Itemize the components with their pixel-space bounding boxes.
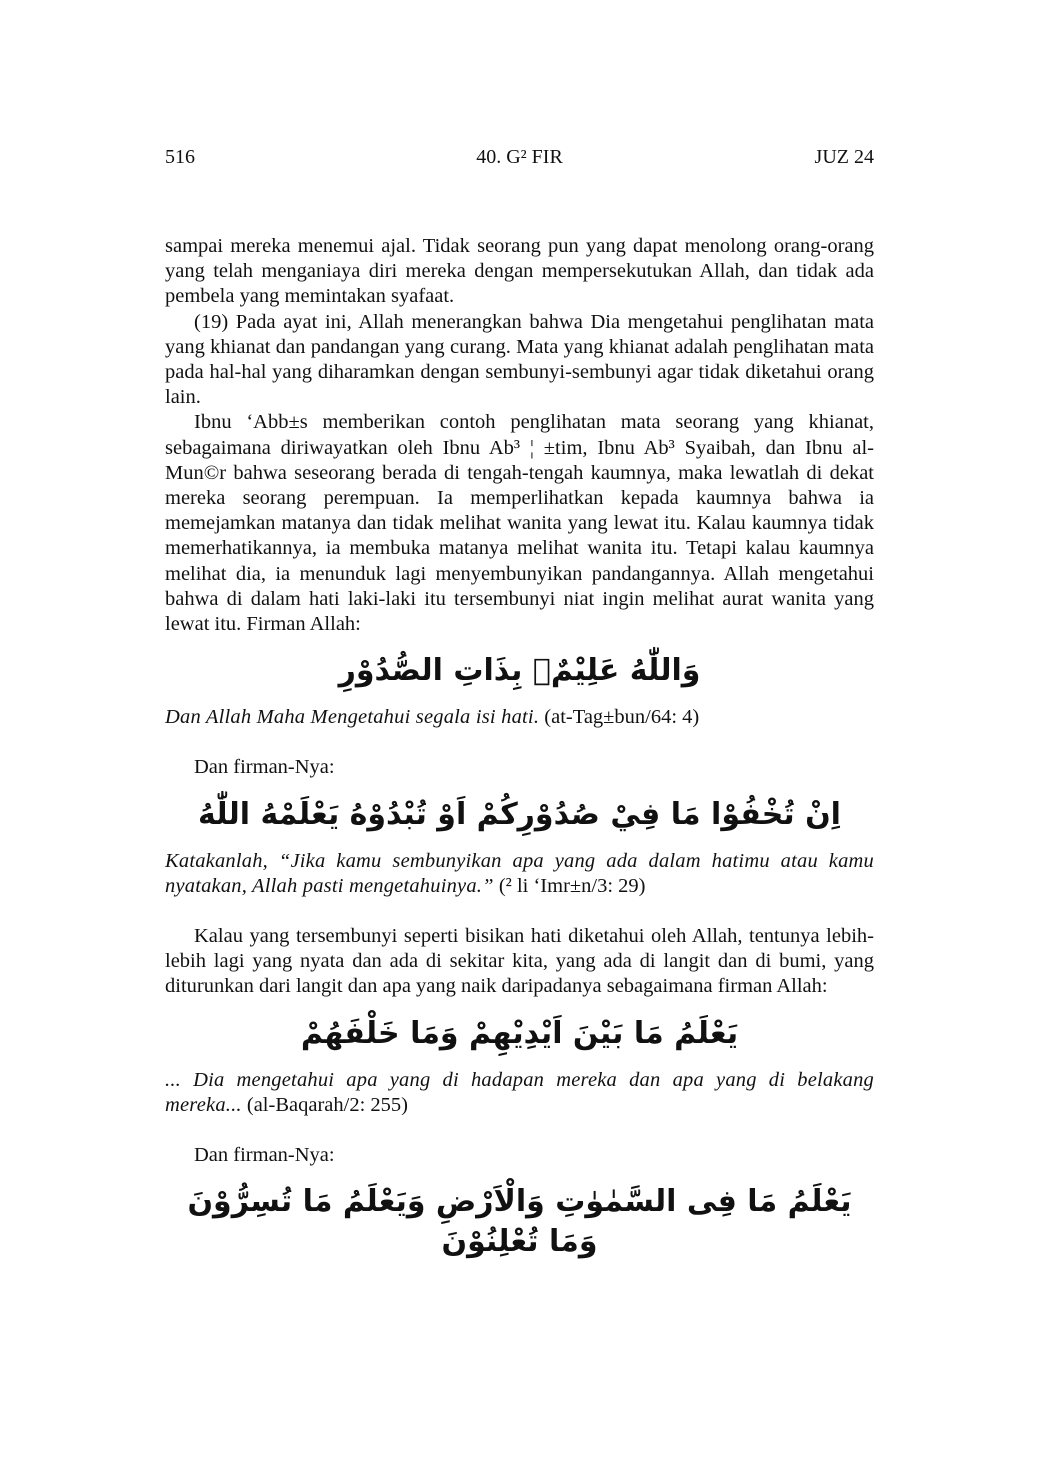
arabic-verse-4: يَعْلَمُ مَا فِى السَّمٰوٰتِ وَالْاَرْضِ وَيَعْلَمُ مَا تُسِرُّوْنَ وَمَا تُعْلِنُوْنَ [187, 1184, 852, 1260]
paragraph-continuation: sampai mereka menemui ajal. Tidak seorang pun yang dapat menolong orang-orang yang telah menganiaya diri mereka dengan mempersekutukan Allah, dan tidak ada pembela yang memintakan syafaat. [165, 235, 874, 308]
paragraph-dan-firman-1: Dan firman-Nya: [194, 756, 335, 779]
page-body [165, 234, 874, 1262]
arabic-verse-1: وَاللّٰهُ عَلِيْمٌۢ بِذَاتِ الصُّدُوْرِ [338, 653, 701, 689]
verse-3-reference: (al-Baqarah/2: 255) [241, 1093, 408, 1116]
paragraph-dan-firman-2: Dan firman-Nya: [194, 1144, 335, 1167]
verse-1-reference: (at-Tag±bun/64: 4) [539, 706, 700, 729]
paragraph-kalau-yang-tersembunyi: Kalau yang tersembunyi seperti bisikan hati diketahui oleh Allah, tentunya lebih-lebih lagi yang nyata dan ada di sekitar kita, yang ada di langit dan di bumi, yang diturunkan dari langit dan apa yang naik daripadanya sebagaimana firman Allah: [165, 925, 874, 998]
sura-title: 40. G² FIR [476, 146, 563, 168]
page-header [165, 146, 874, 172]
verse-2-reference: (² li ‘Imr±n/3: 29) [493, 874, 646, 897]
paragraph-verse-19: (19) Pada ayat ini, Allah menerangkan bahwa Dia mengetahui penglihatan mata yang khianat dan pandangan yang curang. Mata yang khianat adalah penglihatan mata pada hal-hal yang diharamkan dengan sembunyi-sembunyi agar tidak diketahui orang lain. [165, 310, 874, 409]
verse-3-translation [165, 1068, 874, 1118]
page-number: 516 [165, 146, 195, 168]
verse-1-translation [165, 705, 874, 730]
verse-2-translation-text: Katakanlah, “Jika kamu sembunyikan apa yang ada dalam hatimu atau kamu nyatakan, Allah pasti mengetahuinya.” [165, 849, 874, 897]
arabic-verse-2: اِنْ تُخْفُوْا مَا فِيْ صُدُوْرِكُمْ اَوْ تُبْدُوْهُ يَعْلَمْهُ اللّٰهُ [198, 796, 841, 832]
verse-2-translation [165, 849, 874, 899]
arabic-verse-3: يَعْلَمُ مَا بَيْنَ اَيْدِيْهِمْ وَمَا خَلْفَهُمْ [300, 1015, 739, 1051]
verse-1-translation-text: Dan Allah Maha Mengetahui segala isi hati. [165, 706, 540, 729]
paragraph-ibnu-abbas: Ibnu ‘Abb±s memberikan contoh penglihatan mata seorang yang khianat, sebagaimana diriwayatkan oleh Ibnu Ab³ ¦ ±tim, Ibnu Ab³ Syaibah, dan Ibnu al-Mun©r bahwa seseorang berada di tengah-tengah kaumnya, maka lewatlah di dekat mereka seorang perempuan. Ia memperlihatkan kepada kaumnya bahwa ia memejamkan matanya dan tidak melihat wanita yang lewat itu. Kalau kaumnya tidak memerhatikannya, ia membuka matanya melihat wanita itu. Tetapi kalau kaumnya melihat dia, ia menunduk lagi menyembunyikan pandangannya. Allah mengetahui bahwa di dalam hati laki-laki itu tersembunyi niat ingin melihat aurat wanita yang lewat itu. Firman Allah: [165, 411, 874, 636]
verse-3-translation-text: ... Dia mengetahui apa yang di hadapan mereka dan apa yang di belakang mereka... [165, 1068, 874, 1116]
juz-label: JUZ 24 [814, 146, 874, 168]
